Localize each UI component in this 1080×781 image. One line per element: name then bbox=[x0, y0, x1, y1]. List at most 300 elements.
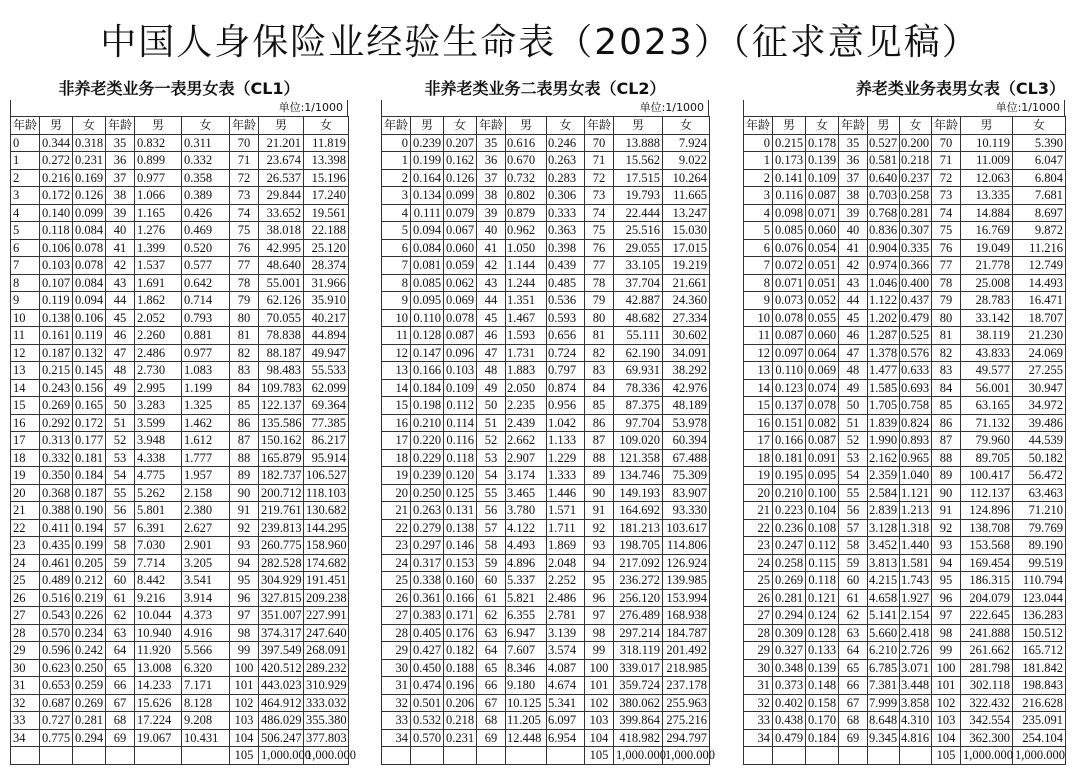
table-cell: 1.869 bbox=[547, 537, 585, 555]
table-cell: 1.276 bbox=[135, 222, 182, 240]
table-cell: 3.139 bbox=[547, 624, 585, 642]
table-cell: 1.040 bbox=[900, 467, 932, 485]
column-header: 年龄 bbox=[932, 117, 961, 135]
table-cell: 7.030 bbox=[135, 537, 182, 555]
table-cell: 100 bbox=[585, 659, 614, 677]
table-cell: 0.079 bbox=[444, 204, 477, 222]
table-cell: 55 bbox=[477, 484, 506, 502]
table-cell: 6.320 bbox=[182, 659, 230, 677]
table-cell: 0.069 bbox=[806, 362, 839, 380]
table-cell: 100 bbox=[932, 659, 961, 677]
table-cell: 339.017 bbox=[614, 659, 663, 677]
table-cell: 114.806 bbox=[663, 537, 710, 555]
table-cell: 1.244 bbox=[506, 274, 547, 292]
table-row bbox=[11, 257, 349, 275]
table-cell: 70 bbox=[585, 134, 614, 152]
table-cell: 77 bbox=[932, 257, 961, 275]
table-cell: 126.924 bbox=[663, 554, 710, 572]
table-cell: 282.528 bbox=[259, 554, 304, 572]
table-row bbox=[382, 467, 710, 485]
table-cell: 380.062 bbox=[614, 694, 663, 712]
table-cell: 35 bbox=[106, 134, 135, 152]
table-cell: 0.110 bbox=[411, 309, 444, 327]
table-row bbox=[11, 607, 349, 625]
table-cell: 0.084 bbox=[73, 274, 106, 292]
table-cell: 182.737 bbox=[259, 467, 304, 485]
table-cell: 59 bbox=[477, 554, 506, 572]
table-cell: 0.187 bbox=[73, 484, 106, 502]
table-cell: 65 bbox=[477, 659, 506, 677]
table-cell: 17 bbox=[11, 432, 40, 450]
table-cell: 0.516 bbox=[40, 589, 73, 607]
table-cell: 0.173 bbox=[773, 152, 806, 170]
table-cell: 81 bbox=[230, 327, 259, 345]
table-cell: 45 bbox=[839, 309, 868, 327]
table-cell: 2 bbox=[382, 169, 411, 187]
table-cell: 1.612 bbox=[182, 432, 230, 450]
table-row bbox=[744, 432, 1066, 450]
table-cell: 0.071 bbox=[773, 274, 806, 292]
table-cell: 19.561 bbox=[304, 204, 349, 222]
table-row bbox=[744, 554, 1066, 572]
table-cell: 0.078 bbox=[73, 257, 106, 275]
table-cell: 0.400 bbox=[900, 274, 932, 292]
table-cell: 255.963 bbox=[663, 694, 710, 712]
table-row bbox=[744, 537, 1066, 555]
table-cell: 0.438 bbox=[773, 712, 806, 730]
table-cell: 8.442 bbox=[135, 572, 182, 590]
table-cell: 4.896 bbox=[506, 554, 547, 572]
table-cell: 0.411 bbox=[40, 519, 73, 537]
table-row bbox=[382, 589, 710, 607]
table-row bbox=[11, 747, 349, 765]
table-cell: 32 bbox=[382, 694, 411, 712]
table-cell: 443.023 bbox=[259, 677, 304, 695]
table-cell: 99 bbox=[585, 642, 614, 660]
table-cell: 35.910 bbox=[304, 292, 349, 310]
table-cell: 6 bbox=[11, 239, 40, 257]
table-cell: 82 bbox=[230, 344, 259, 362]
table-cell: 0.110 bbox=[773, 362, 806, 380]
table-cell: 85 bbox=[585, 397, 614, 415]
table-cell: 0.435 bbox=[40, 537, 73, 555]
table-cell: 0.120 bbox=[444, 467, 477, 485]
column-header: 男 bbox=[961, 117, 1013, 135]
table-cell: 0.160 bbox=[444, 572, 477, 590]
table-cell: 0.479 bbox=[900, 309, 932, 327]
table-cell: 105 bbox=[230, 747, 259, 765]
table-cell: 0.095 bbox=[411, 292, 444, 310]
table-cell: 42 bbox=[839, 257, 868, 275]
table-cell: 44 bbox=[839, 292, 868, 310]
table-cell: 0.119 bbox=[40, 292, 73, 310]
table-cell: 93 bbox=[932, 537, 961, 555]
table-cell: 0.269 bbox=[773, 572, 806, 590]
table-cell: 26 bbox=[11, 589, 40, 607]
column-header: 男 bbox=[506, 117, 547, 135]
table-cell: 0.318 bbox=[73, 134, 106, 152]
table-cell: 96 bbox=[932, 589, 961, 607]
table-cell: 1.927 bbox=[900, 589, 932, 607]
table-cell: 74 bbox=[932, 204, 961, 222]
table-cell: 0.115 bbox=[806, 554, 839, 572]
table-cell: 9.180 bbox=[506, 677, 547, 695]
table-row bbox=[382, 257, 710, 275]
table-cell: 0.161 bbox=[40, 327, 73, 345]
table-row bbox=[382, 572, 710, 590]
table-cell: 105 bbox=[932, 747, 961, 765]
table-cell: 27 bbox=[382, 607, 411, 625]
table-cell: 0.097 bbox=[773, 344, 806, 362]
table-cell: 49 bbox=[106, 379, 135, 397]
table-cell: 43 bbox=[477, 274, 506, 292]
table-cell: 45 bbox=[477, 309, 506, 327]
table-cell: 50 bbox=[106, 397, 135, 415]
table-cell: 12.448 bbox=[506, 729, 547, 747]
table-cell: 98 bbox=[585, 624, 614, 642]
table-cell: 7.999 bbox=[868, 694, 900, 712]
table-cell: 0.242 bbox=[73, 642, 106, 660]
table-cell: 38.292 bbox=[663, 362, 710, 380]
table-cell: 0.272 bbox=[40, 152, 73, 170]
table-cell: 0.220 bbox=[411, 432, 444, 450]
table-cell: 0.128 bbox=[411, 327, 444, 345]
table-cell: 95 bbox=[585, 572, 614, 590]
table-cell: 95 bbox=[230, 572, 259, 590]
table-cell: 0.182 bbox=[444, 642, 477, 660]
table-cell: 1.050 bbox=[506, 239, 547, 257]
table-row bbox=[744, 694, 1066, 712]
life-table-cl2 bbox=[381, 116, 715, 765]
table-cell: 0.177 bbox=[73, 432, 106, 450]
column-header: 女 bbox=[547, 117, 585, 135]
table-row bbox=[744, 414, 1066, 432]
table-cell: 19.049 bbox=[961, 239, 1013, 257]
table-cell: 85 bbox=[230, 397, 259, 415]
table-cell: 0.171 bbox=[444, 607, 477, 625]
table-row bbox=[744, 222, 1066, 240]
table-cell: 59 bbox=[839, 554, 868, 572]
table-cell: 102 bbox=[932, 694, 961, 712]
table-cell: 48 bbox=[477, 362, 506, 380]
table-cell: 25 bbox=[744, 572, 773, 590]
table-cell: 0.064 bbox=[806, 344, 839, 362]
table-cell: 294.797 bbox=[663, 729, 710, 747]
table-cell bbox=[773, 747, 806, 765]
table-cell: 186.315 bbox=[961, 572, 1013, 590]
table-cell: 4.674 bbox=[547, 677, 585, 695]
table-cell: 103 bbox=[932, 712, 961, 730]
table-cell: 77 bbox=[230, 257, 259, 275]
table-cell: 96 bbox=[585, 589, 614, 607]
table-row bbox=[11, 432, 349, 450]
table-cell: 37 bbox=[839, 169, 868, 187]
table-cell: 0.166 bbox=[444, 589, 477, 607]
table-row bbox=[744, 257, 1066, 275]
table-cell: 11.665 bbox=[663, 187, 710, 205]
column-header: 年龄 bbox=[839, 117, 868, 135]
table-cell: 4 bbox=[382, 204, 411, 222]
table-cell: 16 bbox=[744, 414, 773, 432]
table-cell: 2.486 bbox=[547, 589, 585, 607]
table-cell: 0.439 bbox=[547, 257, 585, 275]
table-cell: 1 bbox=[744, 152, 773, 170]
table-cell: 98.483 bbox=[259, 362, 304, 380]
table-cell: 76 bbox=[932, 239, 961, 257]
table-row bbox=[382, 449, 710, 467]
table-cell: 92 bbox=[585, 519, 614, 537]
table-cell: 57 bbox=[106, 519, 135, 537]
table-cell bbox=[73, 747, 106, 765]
table-cell: 52 bbox=[106, 432, 135, 450]
table-cell: 40 bbox=[839, 222, 868, 240]
table-cell: 17.240 bbox=[304, 187, 349, 205]
table-cell: 71 bbox=[932, 152, 961, 170]
table-cell: 33.142 bbox=[961, 309, 1013, 327]
table-cell: 310.929 bbox=[304, 677, 349, 695]
table-cell: 24 bbox=[744, 554, 773, 572]
table-cell: 41 bbox=[106, 239, 135, 257]
table-cell: 1.333 bbox=[547, 467, 585, 485]
table-cell: 38 bbox=[839, 187, 868, 205]
table-cell: 3.071 bbox=[900, 659, 932, 677]
table-cell: 0.139 bbox=[806, 659, 839, 677]
table-cell: 0.577 bbox=[182, 257, 230, 275]
table-cell: 0.153 bbox=[444, 554, 477, 572]
table-cell: 10.431 bbox=[182, 729, 230, 747]
table-cell: 33.652 bbox=[259, 204, 304, 222]
table-cell: 11.205 bbox=[506, 712, 547, 730]
table-row bbox=[744, 729, 1066, 747]
column-header: 女 bbox=[182, 117, 230, 135]
table-cell: 0.126 bbox=[73, 187, 106, 205]
table-cell: 3.448 bbox=[900, 677, 932, 695]
table-cell: 98 bbox=[230, 624, 259, 642]
table-cell: 81 bbox=[932, 327, 961, 345]
table-row bbox=[11, 327, 349, 345]
table-row bbox=[744, 292, 1066, 310]
table-cell: 88 bbox=[230, 449, 259, 467]
table-row bbox=[11, 729, 349, 747]
table-cell: 0.294 bbox=[73, 729, 106, 747]
table-cell: 78 bbox=[230, 274, 259, 292]
table-cell: 2.158 bbox=[182, 484, 230, 502]
table-cell: 0.532 bbox=[411, 712, 444, 730]
table-cell: 0.317 bbox=[411, 554, 444, 572]
table-cell: 7 bbox=[382, 257, 411, 275]
table-cell: 17 bbox=[744, 432, 773, 450]
table-cell: 69.931 bbox=[614, 362, 663, 380]
table-cell: 0.977 bbox=[182, 344, 230, 362]
table-cell: 2.162 bbox=[868, 449, 900, 467]
table-cell: 101 bbox=[230, 677, 259, 695]
table-row bbox=[11, 519, 349, 537]
table-cell: 54 bbox=[839, 467, 868, 485]
table-cell: 0.724 bbox=[547, 344, 585, 362]
table-cell: 0.096 bbox=[444, 344, 477, 362]
table-cell: 21 bbox=[744, 502, 773, 520]
table-cell: 1.593 bbox=[506, 327, 547, 345]
table-cell: 19.067 bbox=[135, 729, 182, 747]
table-cell: 0.313 bbox=[40, 432, 73, 450]
table-row bbox=[11, 379, 349, 397]
table-cell: 0.118 bbox=[40, 222, 73, 240]
table-cell: 0.263 bbox=[411, 502, 444, 520]
table-cell: 362.300 bbox=[961, 729, 1013, 747]
table-cell: 102 bbox=[230, 694, 259, 712]
table-cell: 27.334 bbox=[663, 309, 710, 327]
table-cell: 94 bbox=[585, 554, 614, 572]
table-cell bbox=[382, 747, 411, 765]
table-cell: 46 bbox=[477, 327, 506, 345]
table-cell: 5.801 bbox=[135, 502, 182, 520]
table-row bbox=[11, 572, 349, 590]
table-cell: 138.708 bbox=[961, 519, 1013, 537]
table-cell: 1.571 bbox=[547, 502, 585, 520]
table-cell: 118.103 bbox=[304, 484, 349, 502]
table-cell: 5.141 bbox=[868, 607, 900, 625]
table-cell: 89 bbox=[585, 467, 614, 485]
table-cell: 1.990 bbox=[868, 432, 900, 450]
table-cell: 52 bbox=[477, 432, 506, 450]
table-cell: 82 bbox=[585, 344, 614, 362]
table-cell: 43 bbox=[839, 274, 868, 292]
table-cell: 30 bbox=[382, 659, 411, 677]
table-cell: 93.330 bbox=[663, 502, 710, 520]
table-cell: 0.485 bbox=[547, 274, 585, 292]
table-cell: 0.250 bbox=[73, 659, 106, 677]
table-cell: 0.525 bbox=[900, 327, 932, 345]
table-cell: 0.199 bbox=[73, 537, 106, 555]
table-cell: 10.119 bbox=[961, 134, 1013, 152]
table-cell: 397.549 bbox=[259, 642, 304, 660]
table-cell: 43 bbox=[106, 274, 135, 292]
table-row bbox=[382, 204, 710, 222]
table-cell: 0.633 bbox=[900, 362, 932, 380]
table-cell: 26 bbox=[382, 589, 411, 607]
table-cell: 0.874 bbox=[547, 379, 585, 397]
table-cell: 1.446 bbox=[547, 484, 585, 502]
table-cell: 260.775 bbox=[259, 537, 304, 555]
table-cell: 0 bbox=[11, 134, 40, 152]
table-cell: 0 bbox=[744, 134, 773, 152]
table-cell: 327.815 bbox=[259, 589, 304, 607]
table-cell: 50.182 bbox=[1013, 449, 1066, 467]
table-cell: 71.132 bbox=[961, 414, 1013, 432]
table-cell: 0.091 bbox=[806, 449, 839, 467]
table-cell: 222.645 bbox=[961, 607, 1013, 625]
table-cell: 96 bbox=[230, 589, 259, 607]
table-cell: 0.258 bbox=[900, 187, 932, 205]
table-cell: 0.141 bbox=[773, 169, 806, 187]
table-cell: 121.358 bbox=[614, 449, 663, 467]
table-cell: 3.780 bbox=[506, 502, 547, 520]
table-row bbox=[11, 414, 349, 432]
table-cell: 216.628 bbox=[1013, 694, 1066, 712]
table-cell: 0.123 bbox=[773, 379, 806, 397]
table-cell: 36 bbox=[477, 152, 506, 170]
table-cell: 0.426 bbox=[182, 204, 230, 222]
table-cell: 103 bbox=[585, 712, 614, 730]
table-cell bbox=[839, 747, 868, 765]
table-cell: 7 bbox=[11, 257, 40, 275]
table-cell: 47 bbox=[839, 344, 868, 362]
table-cell: 17.515 bbox=[614, 169, 663, 187]
table-row bbox=[382, 344, 710, 362]
table-cell: 8.346 bbox=[506, 659, 547, 677]
table-cell: 83 bbox=[230, 362, 259, 380]
table-cell: 0.974 bbox=[868, 257, 900, 275]
table-cell: 106.527 bbox=[304, 467, 349, 485]
table-cell: 0.642 bbox=[182, 274, 230, 292]
table-row bbox=[382, 327, 710, 345]
table-cell: 9.345 bbox=[868, 729, 900, 747]
table-cell: 0.165 bbox=[73, 397, 106, 415]
table-cell: 0.172 bbox=[73, 414, 106, 432]
table-cell: 0.234 bbox=[73, 624, 106, 642]
table-cell: 6 bbox=[382, 239, 411, 257]
table-cell: 8.697 bbox=[1013, 204, 1066, 222]
table-cell: 3.128 bbox=[868, 519, 900, 537]
table-cell: 7.381 bbox=[868, 677, 900, 695]
table-cell: 0.108 bbox=[806, 519, 839, 537]
table-cell: 63 bbox=[839, 624, 868, 642]
table-cell: 92 bbox=[932, 519, 961, 537]
table-cell: 71.210 bbox=[1013, 502, 1066, 520]
table-cell: 0.103 bbox=[444, 362, 477, 380]
table-row bbox=[11, 309, 349, 327]
table-cell: 333.032 bbox=[304, 694, 349, 712]
table-cell: 64 bbox=[839, 642, 868, 660]
table-cell: 22 bbox=[382, 519, 411, 537]
table-cell: 0.461 bbox=[40, 554, 73, 572]
table-row bbox=[11, 239, 349, 257]
table-cell: 0.148 bbox=[806, 677, 839, 695]
table-cell: 30.947 bbox=[1013, 379, 1066, 397]
table-cell: 123.044 bbox=[1013, 589, 1066, 607]
table-cell: 0.229 bbox=[411, 449, 444, 467]
table-cell: 93 bbox=[585, 537, 614, 555]
table-cell: 104 bbox=[932, 729, 961, 747]
table-cell: 91 bbox=[585, 502, 614, 520]
table-cell: 0.223 bbox=[773, 502, 806, 520]
table-cell: 2.439 bbox=[506, 414, 547, 432]
table-cell: 63 bbox=[477, 624, 506, 642]
table-cell: 30 bbox=[744, 659, 773, 677]
table-cell: 0.793 bbox=[182, 309, 230, 327]
table-cell: 91 bbox=[230, 502, 259, 520]
table-cell: 0.198 bbox=[411, 397, 444, 415]
table-cell: 88.187 bbox=[259, 344, 304, 362]
table-cell: 0.383 bbox=[411, 607, 444, 625]
table-cell: 2 bbox=[11, 169, 40, 187]
table-cell: 0.162 bbox=[444, 152, 477, 170]
table-cell: 209.238 bbox=[304, 589, 349, 607]
table-cell: 236.272 bbox=[614, 572, 663, 590]
table-row bbox=[11, 642, 349, 660]
table-cell: 0.145 bbox=[73, 362, 106, 380]
table-cell: 0.258 bbox=[773, 554, 806, 572]
table-cell: 37.704 bbox=[614, 274, 663, 292]
table-cell: 0.405 bbox=[411, 624, 444, 642]
table-cell: 0.215 bbox=[773, 134, 806, 152]
table-cell: 0.570 bbox=[411, 729, 444, 747]
table-cell: 2.418 bbox=[900, 624, 932, 642]
table-cell: 56.472 bbox=[1013, 467, 1066, 485]
table-cell: 33 bbox=[744, 712, 773, 730]
table-cell: 1.165 bbox=[135, 204, 182, 222]
table-cell: 0.073 bbox=[773, 292, 806, 310]
